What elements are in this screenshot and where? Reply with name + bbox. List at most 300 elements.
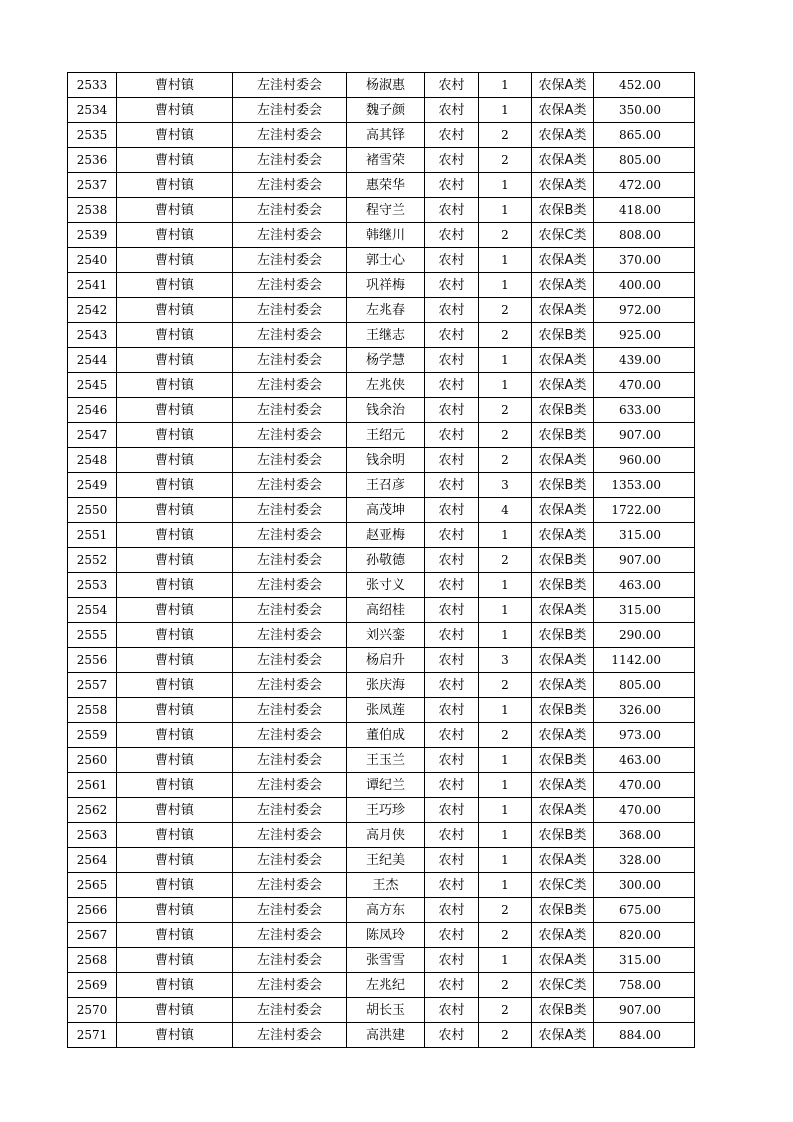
row-number-cell: 2539 — [68, 223, 117, 248]
member-count-cell: 1 — [479, 573, 532, 598]
person-name-cell: 陈凤玲 — [347, 923, 425, 948]
town-cell: 曹村镇 — [117, 273, 233, 298]
insurance-category-cell: 农保B类 — [532, 823, 594, 848]
household-type-cell: 农村 — [425, 323, 479, 348]
member-count-cell: 3 — [479, 473, 532, 498]
row-number-cell: 2536 — [68, 148, 117, 173]
town-cell: 曹村镇 — [117, 348, 233, 373]
town-cell: 曹村镇 — [117, 848, 233, 873]
row-number-cell: 2551 — [68, 523, 117, 548]
household-type-cell: 农村 — [425, 523, 479, 548]
town-cell: 曹村镇 — [117, 948, 233, 973]
person-name-cell: 赵亚梅 — [347, 523, 425, 548]
table-row — [68, 898, 695, 923]
village-committee-cell: 左洼村委会 — [233, 648, 347, 673]
insurance-category-cell: 农保A类 — [532, 98, 594, 123]
row-number-cell: 2546 — [68, 398, 117, 423]
row-number-cell: 2560 — [68, 748, 117, 773]
household-type-cell: 农村 — [425, 748, 479, 773]
village-committee-cell: 左洼村委会 — [233, 673, 347, 698]
table-row — [68, 273, 695, 298]
table-row — [68, 723, 695, 748]
town-cell: 曹村镇 — [117, 723, 233, 748]
amount-cell: 1722.00 — [594, 498, 695, 523]
member-count-cell: 1 — [479, 873, 532, 898]
amount-cell: 820.00 — [594, 923, 695, 948]
insurance-category-cell: 农保A类 — [532, 173, 594, 198]
village-committee-cell: 左洼村委会 — [233, 573, 347, 598]
household-type-cell: 农村 — [425, 823, 479, 848]
insurance-category-cell: 农保A类 — [532, 773, 594, 798]
person-name-cell: 王纪美 — [347, 848, 425, 873]
village-committee-cell: 左洼村委会 — [233, 198, 347, 223]
insurance-category-cell: 农保B类 — [532, 748, 594, 773]
amount-cell: 463.00 — [594, 748, 695, 773]
village-committee-cell: 左洼村委会 — [233, 523, 347, 548]
person-name-cell: 高绍桂 — [347, 598, 425, 623]
village-committee-cell: 左洼村委会 — [233, 248, 347, 273]
household-type-cell: 农村 — [425, 473, 479, 498]
member-count-cell: 1 — [479, 523, 532, 548]
village-committee-cell: 左洼村委会 — [233, 548, 347, 573]
amount-cell: 907.00 — [594, 423, 695, 448]
village-committee-cell: 左洼村委会 — [233, 448, 347, 473]
person-name-cell: 魏子颜 — [347, 98, 425, 123]
insurance-category-cell: 农保B类 — [532, 623, 594, 648]
amount-cell: 758.00 — [594, 973, 695, 998]
insurance-category-cell: 农保A类 — [532, 1023, 594, 1048]
person-name-cell: 董伯成 — [347, 723, 425, 748]
person-name-cell: 张凤莲 — [347, 698, 425, 723]
household-type-cell: 农村 — [425, 573, 479, 598]
row-number-cell: 2567 — [68, 923, 117, 948]
household-type-cell: 农村 — [425, 423, 479, 448]
table-row — [68, 423, 695, 448]
person-name-cell: 左兆春 — [347, 298, 425, 323]
town-cell: 曹村镇 — [117, 648, 233, 673]
village-committee-cell: 左洼村委会 — [233, 898, 347, 923]
insurance-category-cell: 农保A类 — [532, 298, 594, 323]
insurance-category-cell: 农保A类 — [532, 848, 594, 873]
person-name-cell: 褚雪荣 — [347, 148, 425, 173]
row-number-cell: 2568 — [68, 948, 117, 973]
person-name-cell: 谭纪兰 — [347, 773, 425, 798]
household-type-cell: 农村 — [425, 973, 479, 998]
person-name-cell: 胡长玉 — [347, 998, 425, 1023]
village-committee-cell: 左洼村委会 — [233, 748, 347, 773]
person-name-cell: 高方东 — [347, 898, 425, 923]
row-number-cell: 2563 — [68, 823, 117, 848]
person-name-cell: 高月侠 — [347, 823, 425, 848]
household-type-cell: 农村 — [425, 923, 479, 948]
insurance-category-cell: 农保B类 — [532, 323, 594, 348]
village-committee-cell: 左洼村委会 — [233, 773, 347, 798]
row-number-cell: 2569 — [68, 973, 117, 998]
household-type-cell: 农村 — [425, 73, 479, 98]
table-row — [68, 698, 695, 723]
village-committee-cell: 左洼村委会 — [233, 798, 347, 823]
row-number-cell: 2533 — [68, 73, 117, 98]
household-type-cell: 农村 — [425, 848, 479, 873]
amount-cell: 808.00 — [594, 223, 695, 248]
village-committee-cell: 左洼村委会 — [233, 223, 347, 248]
household-type-cell: 农村 — [425, 373, 479, 398]
row-number-cell: 2544 — [68, 348, 117, 373]
village-committee-cell: 左洼村委会 — [233, 423, 347, 448]
amount-cell: 907.00 — [594, 548, 695, 573]
row-number-cell: 2570 — [68, 998, 117, 1023]
row-number-cell: 2543 — [68, 323, 117, 348]
row-number-cell: 2548 — [68, 448, 117, 473]
row-number-cell: 2549 — [68, 473, 117, 498]
member-count-cell: 2 — [479, 448, 532, 473]
town-cell: 曹村镇 — [117, 923, 233, 948]
person-name-cell: 程守兰 — [347, 198, 425, 223]
table-row — [68, 998, 695, 1023]
household-type-cell: 农村 — [425, 173, 479, 198]
amount-cell: 315.00 — [594, 598, 695, 623]
member-count-cell: 1 — [479, 848, 532, 873]
household-type-cell: 农村 — [425, 673, 479, 698]
amount-cell: 452.00 — [594, 73, 695, 98]
household-type-cell: 农村 — [425, 498, 479, 523]
town-cell: 曹村镇 — [117, 498, 233, 523]
member-count-cell: 1 — [479, 798, 532, 823]
insurance-category-cell: 农保A类 — [532, 673, 594, 698]
insurance-category-cell: 农保B类 — [532, 898, 594, 923]
village-committee-cell: 左洼村委会 — [233, 973, 347, 998]
insurance-category-cell: 农保B类 — [532, 698, 594, 723]
row-number-cell: 2550 — [68, 498, 117, 523]
person-name-cell: 孙敬德 — [347, 548, 425, 573]
row-number-cell: 2571 — [68, 1023, 117, 1048]
amount-cell: 865.00 — [594, 123, 695, 148]
table-row — [68, 748, 695, 773]
person-name-cell: 刘兴銮 — [347, 623, 425, 648]
insurance-category-cell: 农保B类 — [532, 998, 594, 1023]
village-committee-cell: 左洼村委会 — [233, 623, 347, 648]
table-row — [68, 98, 695, 123]
member-count-cell: 2 — [479, 673, 532, 698]
row-number-cell: 2566 — [68, 898, 117, 923]
town-cell: 曹村镇 — [117, 523, 233, 548]
row-number-cell: 2535 — [68, 123, 117, 148]
amount-cell: 907.00 — [594, 998, 695, 1023]
village-committee-cell: 左洼村委会 — [233, 148, 347, 173]
household-type-cell: 农村 — [425, 1023, 479, 1048]
amount-cell: 400.00 — [594, 273, 695, 298]
member-count-cell: 1 — [479, 748, 532, 773]
amount-cell: 328.00 — [594, 848, 695, 873]
member-count-cell: 1 — [479, 773, 532, 798]
row-number-cell: 2552 — [68, 548, 117, 573]
row-number-cell: 2557 — [68, 673, 117, 698]
row-number-cell: 2559 — [68, 723, 117, 748]
insurance-category-cell: 农保A类 — [532, 123, 594, 148]
insurance-category-cell: 农保A类 — [532, 348, 594, 373]
amount-cell: 368.00 — [594, 823, 695, 848]
member-count-cell: 1 — [479, 598, 532, 623]
table-row — [68, 573, 695, 598]
amount-cell: 418.00 — [594, 198, 695, 223]
town-cell: 曹村镇 — [117, 198, 233, 223]
town-cell: 曹村镇 — [117, 248, 233, 273]
member-count-cell: 2 — [479, 123, 532, 148]
insurance-category-cell: 农保A类 — [532, 248, 594, 273]
household-type-cell: 农村 — [425, 898, 479, 923]
person-name-cell: 王玉兰 — [347, 748, 425, 773]
town-cell: 曹村镇 — [117, 473, 233, 498]
table-row — [68, 848, 695, 873]
row-number-cell: 2540 — [68, 248, 117, 273]
household-type-cell: 农村 — [425, 223, 479, 248]
table-row — [68, 298, 695, 323]
village-committee-cell: 左洼村委会 — [233, 948, 347, 973]
insurance-category-cell: 农保B类 — [532, 198, 594, 223]
person-name-cell: 高茂坤 — [347, 498, 425, 523]
row-number-cell: 2541 — [68, 273, 117, 298]
town-cell: 曹村镇 — [117, 573, 233, 598]
table-row — [68, 198, 695, 223]
person-name-cell: 左兆纪 — [347, 973, 425, 998]
amount-cell: 675.00 — [594, 898, 695, 923]
town-cell: 曹村镇 — [117, 698, 233, 723]
person-name-cell: 张雪雪 — [347, 948, 425, 973]
amount-cell: 350.00 — [594, 98, 695, 123]
person-name-cell: 高洪建 — [347, 1023, 425, 1048]
town-cell: 曹村镇 — [117, 173, 233, 198]
table-row — [68, 873, 695, 898]
village-committee-cell: 左洼村委会 — [233, 73, 347, 98]
table-row — [68, 648, 695, 673]
row-number-cell: 2556 — [68, 648, 117, 673]
town-cell: 曹村镇 — [117, 898, 233, 923]
table-row — [68, 973, 695, 998]
amount-cell: 439.00 — [594, 348, 695, 373]
village-committee-cell: 左洼村委会 — [233, 273, 347, 298]
person-name-cell: 王绍元 — [347, 423, 425, 448]
row-number-cell: 2565 — [68, 873, 117, 898]
insurance-category-cell: 农保A类 — [532, 648, 594, 673]
household-type-cell: 农村 — [425, 723, 479, 748]
person-name-cell: 韩继川 — [347, 223, 425, 248]
row-number-cell: 2564 — [68, 848, 117, 873]
village-committee-cell: 左洼村委会 — [233, 998, 347, 1023]
town-cell: 曹村镇 — [117, 548, 233, 573]
row-number-cell: 2538 — [68, 198, 117, 223]
amount-cell: 805.00 — [594, 673, 695, 698]
person-name-cell: 高其铎 — [347, 123, 425, 148]
person-name-cell: 王杰 — [347, 873, 425, 898]
person-name-cell: 郭士心 — [347, 248, 425, 273]
table-row — [68, 73, 695, 98]
amount-cell: 315.00 — [594, 948, 695, 973]
town-cell: 曹村镇 — [117, 223, 233, 248]
town-cell: 曹村镇 — [117, 798, 233, 823]
insurance-category-cell: 农保C类 — [532, 223, 594, 248]
person-name-cell: 杨启升 — [347, 648, 425, 673]
amount-cell: 470.00 — [594, 373, 695, 398]
table-row — [68, 323, 695, 348]
village-committee-cell: 左洼村委会 — [233, 823, 347, 848]
member-count-cell: 3 — [479, 648, 532, 673]
village-committee-cell: 左洼村委会 — [233, 473, 347, 498]
insurance-category-cell: 农保A类 — [532, 923, 594, 948]
household-type-cell: 农村 — [425, 398, 479, 423]
amount-cell: 326.00 — [594, 698, 695, 723]
amount-cell: 315.00 — [594, 523, 695, 548]
member-count-cell: 2 — [479, 1023, 532, 1048]
member-count-cell: 1 — [479, 273, 532, 298]
row-number-cell: 2537 — [68, 173, 117, 198]
insurance-category-cell: 农保A类 — [532, 523, 594, 548]
member-count-cell: 1 — [479, 823, 532, 848]
town-cell: 曹村镇 — [117, 1023, 233, 1048]
village-committee-cell: 左洼村委会 — [233, 323, 347, 348]
table-row — [68, 398, 695, 423]
household-type-cell: 农村 — [425, 623, 479, 648]
insurance-category-cell: 农保A类 — [532, 798, 594, 823]
village-committee-cell: 左洼村委会 — [233, 598, 347, 623]
household-type-cell: 农村 — [425, 348, 479, 373]
row-number-cell: 2555 — [68, 623, 117, 648]
member-count-cell: 2 — [479, 723, 532, 748]
town-cell: 曹村镇 — [117, 998, 233, 1023]
household-type-cell: 农村 — [425, 98, 479, 123]
table-row — [68, 823, 695, 848]
town-cell: 曹村镇 — [117, 673, 233, 698]
amount-cell: 633.00 — [594, 398, 695, 423]
member-count-cell: 1 — [479, 348, 532, 373]
table-row — [68, 373, 695, 398]
member-count-cell: 1 — [479, 73, 532, 98]
table-row — [68, 348, 695, 373]
insurance-category-cell: 农保B类 — [532, 548, 594, 573]
household-type-cell: 农村 — [425, 148, 479, 173]
amount-cell: 884.00 — [594, 1023, 695, 1048]
household-type-cell: 农村 — [425, 773, 479, 798]
member-count-cell: 2 — [479, 323, 532, 348]
row-number-cell: 2561 — [68, 773, 117, 798]
person-name-cell: 杨淑惠 — [347, 73, 425, 98]
village-committee-cell: 左洼村委会 — [233, 348, 347, 373]
household-type-cell: 农村 — [425, 248, 479, 273]
member-count-cell: 2 — [479, 423, 532, 448]
member-count-cell: 2 — [479, 148, 532, 173]
amount-cell: 370.00 — [594, 248, 695, 273]
town-cell: 曹村镇 — [117, 298, 233, 323]
household-type-cell: 农村 — [425, 273, 479, 298]
village-committee-cell: 左洼村委会 — [233, 398, 347, 423]
amount-cell: 1142.00 — [594, 648, 695, 673]
amount-cell: 463.00 — [594, 573, 695, 598]
member-count-cell: 1 — [479, 98, 532, 123]
table-row — [68, 523, 695, 548]
village-committee-cell: 左洼村委会 — [233, 1023, 347, 1048]
table-row — [68, 948, 695, 973]
town-cell: 曹村镇 — [117, 823, 233, 848]
member-count-cell: 1 — [479, 373, 532, 398]
row-number-cell: 2554 — [68, 598, 117, 623]
amount-cell: 470.00 — [594, 798, 695, 823]
household-type-cell: 农村 — [425, 548, 479, 573]
table-row — [68, 673, 695, 698]
amount-cell: 472.00 — [594, 173, 695, 198]
town-cell: 曹村镇 — [117, 123, 233, 148]
amount-cell: 973.00 — [594, 723, 695, 748]
household-type-cell: 农村 — [425, 798, 479, 823]
amount-cell: 960.00 — [594, 448, 695, 473]
table-row — [68, 798, 695, 823]
household-type-cell: 农村 — [425, 598, 479, 623]
row-number-cell: 2547 — [68, 423, 117, 448]
table-body — [68, 73, 695, 1048]
person-name-cell: 左兆侠 — [347, 373, 425, 398]
member-count-cell: 4 — [479, 498, 532, 523]
household-type-cell: 农村 — [425, 998, 479, 1023]
town-cell: 曹村镇 — [117, 623, 233, 648]
village-committee-cell: 左洼村委会 — [233, 873, 347, 898]
amount-cell: 300.00 — [594, 873, 695, 898]
household-type-cell: 农村 — [425, 698, 479, 723]
town-cell: 曹村镇 — [117, 773, 233, 798]
village-committee-cell: 左洼村委会 — [233, 123, 347, 148]
insurance-category-cell: 农保B类 — [532, 398, 594, 423]
member-count-cell: 1 — [479, 948, 532, 973]
amount-cell: 1353.00 — [594, 473, 695, 498]
amount-cell: 805.00 — [594, 148, 695, 173]
row-number-cell: 2562 — [68, 798, 117, 823]
household-type-cell: 农村 — [425, 873, 479, 898]
town-cell: 曹村镇 — [117, 973, 233, 998]
insurance-category-cell: 农保B类 — [532, 473, 594, 498]
insurance-category-cell: 农保A类 — [532, 273, 594, 298]
table-row — [68, 123, 695, 148]
household-type-cell: 农村 — [425, 198, 479, 223]
person-name-cell: 钱余明 — [347, 448, 425, 473]
household-type-cell: 农村 — [425, 648, 479, 673]
household-type-cell: 农村 — [425, 298, 479, 323]
household-type-cell: 农村 — [425, 448, 479, 473]
amount-cell: 972.00 — [594, 298, 695, 323]
person-name-cell: 巩祥梅 — [347, 273, 425, 298]
insurance-category-cell: 农保C类 — [532, 873, 594, 898]
member-count-cell: 2 — [479, 548, 532, 573]
insurance-category-cell: 农保A类 — [532, 148, 594, 173]
member-count-cell: 1 — [479, 248, 532, 273]
town-cell: 曹村镇 — [117, 98, 233, 123]
table-row — [68, 473, 695, 498]
person-name-cell: 张庆海 — [347, 673, 425, 698]
insurance-category-cell: 农保A类 — [532, 73, 594, 98]
village-committee-cell: 左洼村委会 — [233, 923, 347, 948]
insurance-category-cell: 农保A类 — [532, 598, 594, 623]
village-committee-cell: 左洼村委会 — [233, 173, 347, 198]
village-committee-cell: 左洼村委会 — [233, 373, 347, 398]
beneficiary-table — [67, 72, 695, 1048]
table-row — [68, 173, 695, 198]
table-row — [68, 223, 695, 248]
row-number-cell: 2545 — [68, 373, 117, 398]
row-number-cell: 2534 — [68, 98, 117, 123]
table-row — [68, 248, 695, 273]
insurance-category-cell: 农保A类 — [532, 498, 594, 523]
town-cell: 曹村镇 — [117, 748, 233, 773]
member-count-cell: 2 — [479, 298, 532, 323]
person-name-cell: 王继志 — [347, 323, 425, 348]
insurance-category-cell: 农保B类 — [532, 573, 594, 598]
person-name-cell: 王召彦 — [347, 473, 425, 498]
